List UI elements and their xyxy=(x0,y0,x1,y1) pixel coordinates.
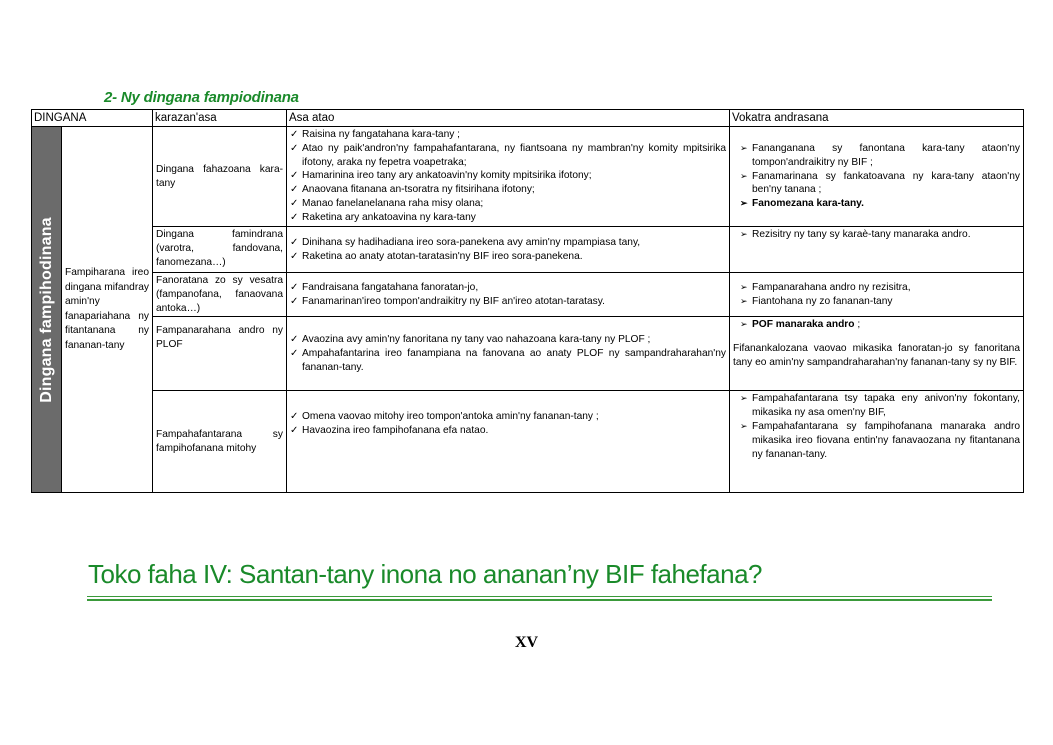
result-item: ➢ Fanamarinana sy fankatoavana ny kara-tany ataon'ny ben'ny tanana ; xyxy=(740,170,1020,198)
result-item: ➢ Fiantohana ny zo fananan-tany xyxy=(740,295,1020,309)
header-asa-atao: Asa atao xyxy=(287,110,730,127)
chapter-title: Toko faha IV: Santan-tany inona no ananan’ny BIF fahefana? xyxy=(88,559,762,589)
result-item: ➢ Fanomezana kara-tany. xyxy=(740,197,1020,211)
tasks-cell xyxy=(287,227,730,273)
page-number: XV xyxy=(514,634,539,651)
task-item: ✓ Hamarinina ireo tany ary ankatoavin'ny komity mpitsirika ifotony; xyxy=(290,169,726,183)
table-row xyxy=(32,391,1024,493)
table-row xyxy=(32,273,1024,317)
task-item: ✓ Fanamarinan'ireo tompon'andraikitry ny BIF an'ireo atotan-taratasy. xyxy=(290,295,726,309)
type-cell: Fampahafantarana sy fampihofanana mitohy xyxy=(153,391,287,493)
result-item: ➢ Fampahafantarana tsy tapaka eny anivon'ny fokontany, mikasika ny asa omen'ny BIF, xyxy=(740,392,1020,420)
vertical-stage-label: Dingana fampihodinana xyxy=(37,216,55,403)
result-item: ➢ Fananganana sy fanontana kara-tany ataon'ny tompon'andraikitry ny BIF ; xyxy=(740,142,1020,170)
title-rule-thin xyxy=(87,596,992,597)
task-item: ✓ Ampahafantarina ireo fanampiana na fanovana ao anaty PLOF ny sampandraharahan'ny fananan-tany. xyxy=(290,347,726,375)
section-title: 2- Ny dingana fampiodinana xyxy=(104,89,299,106)
results-cell xyxy=(730,127,1024,227)
title-rule-thick xyxy=(87,599,992,601)
group-label-cell xyxy=(62,127,153,493)
task-item: ✓ Raisina ny fangatahana kara-tany ; xyxy=(290,128,726,142)
tasks-cell xyxy=(287,317,730,391)
result-item: ➢ Fampanarahana andro ny rezisitra, xyxy=(740,281,1020,295)
task-item: ✓ Omena vaovao mitohy ireo tompon'antoka amin'ny fananan-tany ; xyxy=(290,410,726,424)
result-item: ➢ Rezisitry ny tany sy karaè-tany manaraka andro. xyxy=(740,228,1020,242)
table-row xyxy=(32,127,1024,227)
results-cell xyxy=(730,391,1024,493)
results-cell xyxy=(730,227,1024,273)
header-vokatra: Vokatra andrasana xyxy=(730,110,1024,127)
task-item: ✓ Atao ny paik'andron'ny fampahafantarana, ny fiantsoana ny mambran'ny komity mpitsirika ifotony, araka ny fepetra voapetraka; xyxy=(290,142,726,170)
task-item: ✓ Anaovana fitanana an-tsoratra ny fitsirihana ifotony; xyxy=(290,183,726,197)
results-cell xyxy=(730,317,1024,391)
group-label: Fampiharana ireo dingana mifandray amin'ny fanapariahana ny fitantanana ny fananan-tany xyxy=(65,267,149,351)
tasks-cell xyxy=(287,273,730,317)
tasks-cell xyxy=(287,127,730,227)
task-item: ✓ Raketina ary ankatoavina ny kara-tany xyxy=(290,211,726,225)
type-cell: Dingana fahazoana kara-tany xyxy=(153,127,287,227)
task-item: ✓ Manao fanelanelanana raha misy olana; xyxy=(290,197,726,211)
type-cell: Fanoratana zo sy vesatra (fampanofana, fanaovana antoka…) xyxy=(153,273,287,317)
task-item: ✓ Fandraisana fangatahana fanoratan-jo, xyxy=(290,281,726,295)
type-cell: Fampanarahana andro ny PLOF xyxy=(153,317,287,391)
result-note: Fifanankalozana vaovao mikasika fanoratan-jo sy fanoritana tany eo amin'ny sampandraharahan'ny fananan-tany sy ny BIF. xyxy=(733,343,1020,368)
task-item: ✓ Raketina ao anaty atotan-taratasin'ny BIF ireo sora-panekena. xyxy=(290,250,726,264)
task-item: ✓ Avaozina avy amin'ny fanoritana ny tany vao nahazoana kara-tany ny PLOF ; xyxy=(290,333,726,347)
table-header-row xyxy=(32,110,1024,127)
table-row xyxy=(32,227,1024,273)
header-dingana: DINGANA xyxy=(32,110,153,127)
table-row xyxy=(32,317,1024,391)
result-item: ➢ Fampahafantarana sy fampihofanana manaraka andro mikasika ireo fiovana entin'ny fanavaozana ny fitantanana ny fananan-tany. xyxy=(740,420,1020,461)
task-item: ✓ Havaozina ireo fampihofanana efa natao. xyxy=(290,424,726,438)
results-cell xyxy=(730,273,1024,317)
vertical-stage-cell xyxy=(32,127,62,493)
tasks-cell xyxy=(287,391,730,493)
type-cell: Dingana famindrana (varotra, fandovana, fanomezana…) xyxy=(153,227,287,273)
process-table xyxy=(31,109,1024,493)
task-item: ✓ Dinihana sy hadihadiana ireo sora-panekena avy amin'ny mpampiasa tany, xyxy=(290,236,726,250)
header-karazan-asa: karazan'asa xyxy=(153,110,287,127)
result-item: ➢ POF manaraka andro ; xyxy=(740,318,1020,332)
